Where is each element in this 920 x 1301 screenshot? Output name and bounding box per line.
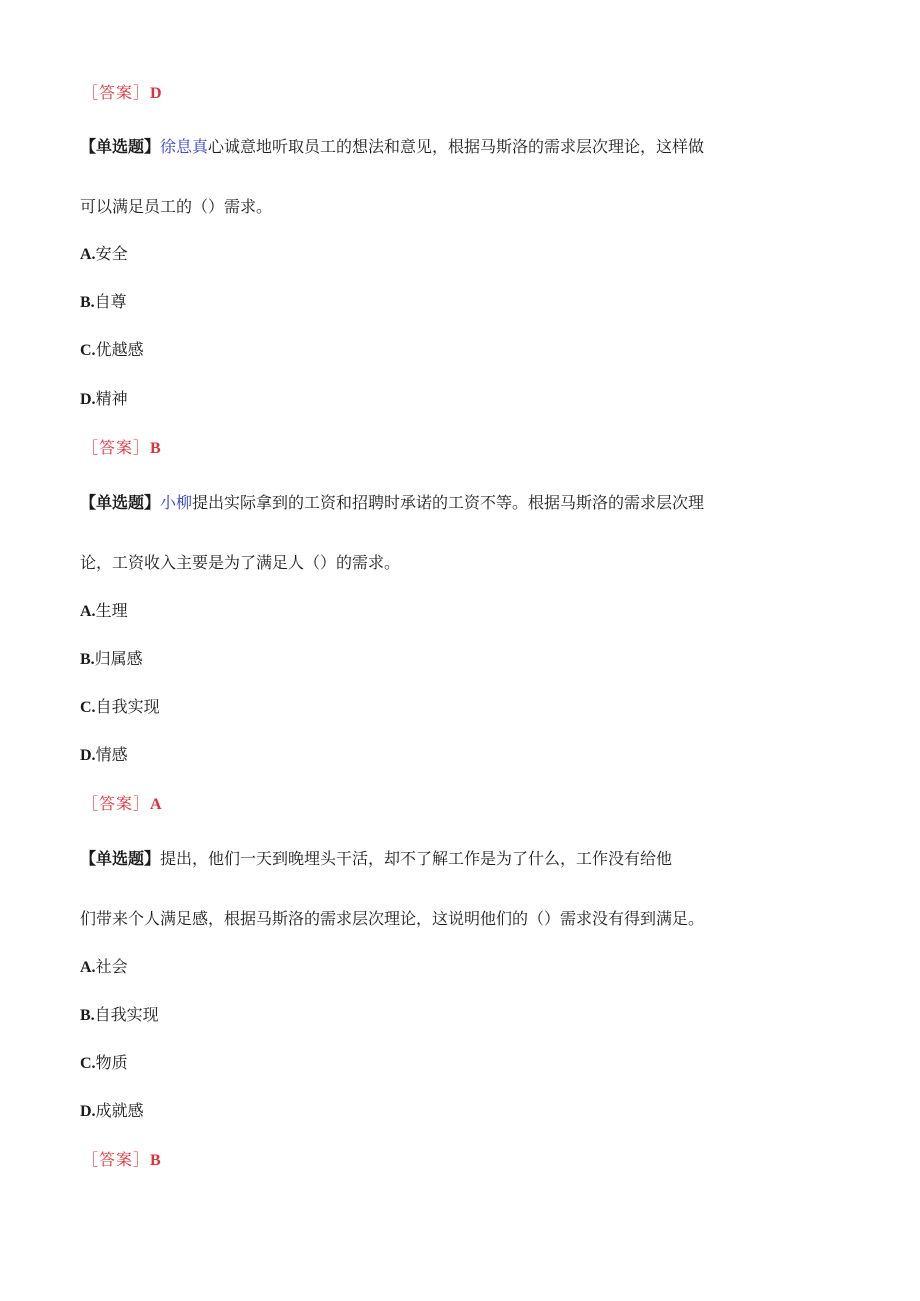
answer-line — [82, 83, 162, 104]
option-b: B.归属感 — [80, 649, 143, 668]
option-b: B.自我实现 — [80, 1005, 159, 1024]
person-name: 小柳 — [160, 493, 193, 512]
option-c: C.物质 — [80, 1053, 128, 1072]
question-3-stem-line-1 — [80, 849, 672, 869]
option-d: D.成就感 — [80, 1101, 144, 1120]
question-type-tag: 【单选题】 — [80, 137, 161, 156]
option-d: D.情感 — [80, 745, 128, 764]
answer-value: D — [150, 85, 162, 102]
question-type-tag: 【单选题】 — [80, 493, 161, 512]
person-name: 徐息真 — [160, 137, 209, 156]
answer-line — [82, 1150, 161, 1171]
question-3-stem-line-2: 们带来个人满足感，根据马斯洛的需求层次理论，这说明他们的（）需求没有得到满足。 — [80, 909, 705, 928]
answer-line — [82, 438, 161, 459]
answer-value: A — [150, 796, 162, 813]
question-type-tag: 【单选题】 — [80, 849, 161, 868]
option-c: C.优越感 — [80, 340, 144, 359]
option-d: D.精神 — [80, 389, 128, 408]
option-a: A.社会 — [80, 957, 128, 976]
question-2-stem-line-2: 论，工资收入主要是为了满足人（）的需求。 — [80, 553, 401, 572]
question-2-stem-line-1 — [80, 493, 704, 513]
option-c: C.自我实现 — [80, 697, 160, 716]
option-b: B.自尊 — [80, 292, 127, 311]
question-text: 提出，他们一天到晚埋头干活，却不了解工作是为了什么，工作没有给他 — [160, 849, 673, 868]
option-a: A.安全 — [80, 244, 128, 263]
answer-label: ［答案］ — [82, 794, 151, 813]
question-1-stem-line-1 — [80, 137, 704, 157]
question-text: 心诚意地听取员工的想法和意见，根据马斯洛的需求层次理论，这样做 — [208, 137, 705, 156]
answer-label: ［答案］ — [82, 1150, 151, 1169]
answer-line — [82, 794, 162, 815]
answer-label: ［答案］ — [82, 83, 151, 102]
option-a: A.生理 — [80, 601, 128, 620]
answer-label: ［答案］ — [82, 438, 151, 457]
answer-value: B — [150, 1152, 161, 1169]
question-text: 提出实际拿到的工资和招聘时承诺的工资不等。根据马斯洛的需求层次理 — [192, 493, 705, 512]
answer-value: B — [150, 440, 161, 457]
question-1-stem-line-2: 可以满足员工的（）需求。 — [80, 197, 273, 216]
